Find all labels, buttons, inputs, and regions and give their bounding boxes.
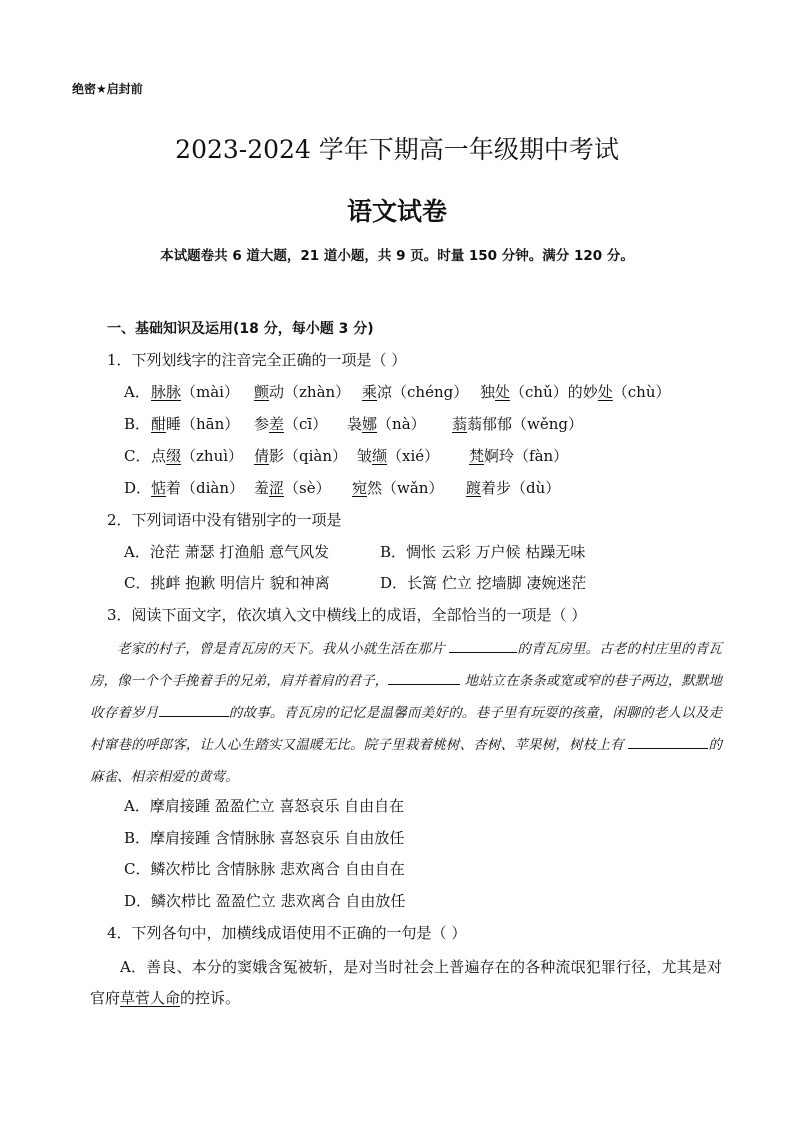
q1-option-d-label: D． [124,479,152,497]
q1-option-d-item1: 惦着（diàn） [151,479,245,497]
q4-option-a: A．善良、本分的窦娥含冤被斩，是对当时社会上普遍存在的各种流氓犯罪行径，尤其是对官府草菅人命的控诉。 [90,958,722,1007]
q1-option-a-item4: 独处（chǔ）的妙处（chù） [480,383,671,401]
q1-option-b-item2: 参差（cī） [254,415,328,433]
q1-option-d-item2: 羞涩（sè） [254,479,331,497]
q1-option-b-item1: 酣睡（hān） [151,415,240,433]
q2-option-d: D．长篙 伫立 挖墙脚 凄婉迷茫 [380,574,587,592]
q1-option-d-item3: 宛然（wǎn） [352,479,444,497]
confidential-mark: 绝密★启封前 [72,82,143,96]
q1-option-c-label: C． [124,447,151,465]
question-3-stem: 3．阅读下面文字，依次填入文中横线上的成语，全部恰当的一项是（ ） [107,606,587,624]
q3-option-d: D．鳞次栉比 盈盈伫立 悲欢离合 自由放任 [124,892,406,910]
exam-info: 本试题卷共 6 道大题，21 道小题，共 9 页。时量 150 分钟。满分 120 分。 [160,248,634,264]
q1-option-a-item1: 脉脉（mài） [151,383,239,401]
q1-option-b-item3: 袅娜（nà） [347,415,426,433]
q1-option-c-item3: 皱缬（xié） [357,447,440,465]
q1-option-a-label: A． [124,383,150,401]
q1-option-b-label: B． [124,415,151,433]
question-2-stem: 2．下列词语中没有错别字的一项是 [107,511,342,529]
q2-option-c: C．挑衅 抱歉 明信片 貌和神离 [124,574,330,592]
q3-option-a: A．摩肩接踵 盈盈伫立 喜怒哀乐 自由自在 [124,797,405,815]
q3-option-b: B．摩肩接踵 含情脉脉 喜怒哀乐 自由放任 [124,829,405,847]
q3-option-c: C．鳞次栉比 含情脉脉 悲欢离合 自由自在 [124,860,405,878]
question-1-stem: 1．下列划线字的注音完全正确的一项是（ ） [107,351,407,369]
q1-option-a-item2: 颤动（zhàn） [254,383,351,401]
exam-title: 2023-2024 学年下期高一年级期中考试 [175,135,619,164]
exam-subject: 语文试卷 [346,197,447,226]
q1-option-c-item4: 梵婀玲（fàn） [469,447,569,465]
fill-blank-2 [388,670,460,685]
q2-option-b: B．惆怅 云彩 万户候 枯躁无味 [380,543,586,561]
section-heading: 一、基础知识及运用(18 分，每小题 3 分) [107,321,374,337]
q3-passage: 老家的村子，曾是青瓦房的天下。我从小就生活在那片 的青瓦房里。古老的村庄里的青瓦房，像一个个手挽着手的兄弟，肩并着肩的君子， 地站立在条条或宽或窄的巷子两边，默默地收存着岁月 的故事。青瓦房的记忆是温馨而美好的。巷子里有玩耍的孩童，闲聊的老人以及走村窜巷的呼郎客，让人心生踏实又温暖无比。院子里栽着桃树、杏树、苹果树，树枝上有 的麻雀、相亲相爱的黄莺。 [90,633,722,793]
q1-option-c-item1: 点缀（zhuì） [151,447,244,465]
fill-blank-1 [449,638,517,653]
q1-option-b-item4: 蓊蓊郁郁（wěng） [452,415,583,433]
fill-blank-3 [159,702,229,717]
q1-option-d-item4: 踱着步（dù） [466,479,561,497]
q2-option-a: A．沧茫 萧瑟 打渔船 意气风发 [124,543,330,561]
q1-option-a-item3: 乘凉（chéng） [362,383,469,401]
fill-blank-4 [628,734,708,749]
question-4-stem: 4．下列各句中，加横线成语使用不正确的一句是（ ） [107,924,467,942]
q1-option-c-item2: 倩影（qiàn） [254,447,348,465]
